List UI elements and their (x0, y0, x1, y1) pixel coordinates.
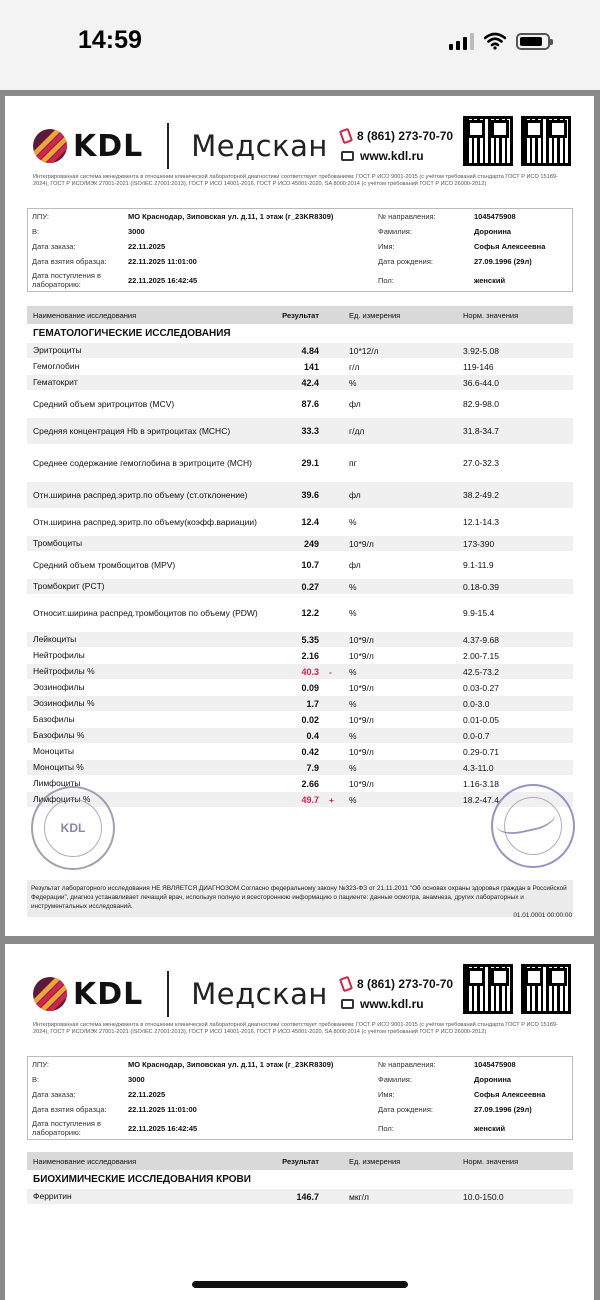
arrival-value: 22.11.2025 16:42:45 (128, 275, 198, 285)
test-unit: % (349, 666, 357, 677)
section-title: ГЕМАТОЛОГИЧЕСКИЕ ИССЛЕДОВАНИЯ (27, 324, 573, 343)
v-value: 3000 (128, 1075, 145, 1084)
test-name: Тромбоциты (33, 538, 83, 548)
sex-value: женский (474, 275, 506, 285)
order-date-label: Дата заказа: (32, 242, 76, 251)
test-result: 0.27 (301, 581, 319, 592)
header-norm: Норм. значения (463, 310, 519, 320)
table-header (27, 306, 573, 324)
test-norm: 10.0-150.0 (463, 1191, 504, 1202)
result-flag: - (329, 666, 332, 677)
test-result: 49.7 (301, 794, 319, 805)
status-icons (449, 30, 550, 52)
section-title: БИОХИМИЧЕСКИЕ ИССЛЕДОВАНИЯ КРОВИ (27, 1170, 573, 1189)
table-row (27, 482, 573, 509)
test-result: 33.3 (301, 426, 319, 436)
test-norm: 4.37-9.68 (463, 634, 499, 645)
test-norm: 9.1-11.9 (463, 560, 494, 570)
table-row (27, 712, 573, 728)
test-norm: 82.9-98.0 (463, 399, 499, 409)
results-table (27, 306, 573, 808)
test-unit: % (349, 698, 357, 709)
brand-divider (167, 971, 169, 1017)
test-result: 12.2 (301, 608, 319, 618)
partner-name: Медскан (191, 129, 328, 163)
test-name: Среднее содержание гемоглобина в эритроците (MCH) (33, 457, 252, 468)
v-value: 3000 (128, 227, 145, 236)
test-name: Моноциты (33, 746, 74, 756)
table-row (27, 391, 573, 418)
table-row (27, 664, 573, 680)
test-unit: 10*12/л (349, 345, 379, 356)
qr-code-icon (521, 964, 571, 1014)
table-row (27, 595, 573, 632)
brand-header (33, 968, 328, 1020)
test-name: Отн.ширина распред.эритр.по объему (ст.отклонение) (33, 489, 248, 500)
test-name: Нейтрофилы (33, 650, 85, 660)
patient-info (27, 208, 573, 292)
order-date-label: Дата заказа: (32, 1090, 76, 1099)
order-date-value: 22.11.2025 (128, 242, 166, 251)
order-date-value: 22.11.2025 (128, 1090, 166, 1099)
test-norm: 0.0-0.7 (463, 730, 490, 741)
test-result: 2.66 (301, 778, 319, 789)
test-unit: 10*9/л (349, 682, 374, 693)
table-row (27, 359, 573, 375)
home-indicator[interactable] (192, 1281, 408, 1288)
test-result: 5.35 (301, 634, 319, 645)
sex-label: Пол: (378, 1123, 394, 1133)
table-row (27, 1189, 573, 1205)
test-norm: 4.3-11.0 (463, 762, 494, 773)
arrival-value: 22.11.2025 16:42:45 (128, 1123, 198, 1133)
test-unit: пг (349, 458, 357, 468)
test-name: Моноциты % (33, 762, 84, 772)
battery-icon (516, 33, 550, 50)
table-row (27, 418, 573, 445)
results-table (27, 1152, 573, 1205)
website-link[interactable]: www.kdl.ru (360, 149, 424, 163)
header-unit: Ед. измерения (349, 310, 401, 320)
phone-icon (339, 128, 353, 145)
v-label: В: (32, 227, 40, 236)
test-name: Эритроциты (33, 345, 82, 355)
test-unit: мкг/л (349, 1191, 369, 1202)
report-page-2[interactable] (5, 944, 594, 1300)
test-result: 0.09 (301, 682, 319, 693)
dob-value: 27.09.1996 (29л) (474, 257, 532, 266)
patient-info (27, 1056, 573, 1140)
arrival-label: Дата поступления в лабораторию: (32, 271, 102, 289)
table-row (27, 728, 573, 744)
test-result: 2.16 (301, 650, 319, 661)
wifi-icon (484, 32, 506, 50)
header-unit: Ед. измерения (349, 1156, 401, 1166)
test-result: 29.1 (301, 458, 319, 468)
test-result: 0.42 (301, 746, 319, 757)
footer-code: 01.01.0001 00:00:00 (513, 912, 572, 919)
test-name: Эозинофилы (33, 682, 85, 692)
table-row (27, 680, 573, 696)
test-name: Лимфоциты % (33, 794, 91, 804)
test-norm: 0.03-0.27 (463, 682, 499, 693)
test-result: 0.4 (306, 730, 319, 741)
test-norm: 0.29-0.71 (463, 746, 499, 757)
referral-label: № направления: (378, 212, 436, 221)
test-name: Лимфоциты (33, 778, 81, 788)
test-norm: 2.00-7.15 (463, 650, 499, 661)
table-row (27, 696, 573, 712)
test-name: Эозинофилы % (33, 698, 95, 708)
test-name: Базофилы % (33, 730, 85, 740)
lpu-value: МО Краснодар, Зиповская ул. д.11, 1 этаж (г_23KR8309) (128, 212, 334, 221)
table-row (27, 343, 573, 359)
table-row (27, 445, 573, 482)
lab-stamp: KDL (31, 786, 115, 870)
brand-header (33, 120, 328, 172)
header-norm: Норм. значения (463, 1156, 519, 1166)
arrival-label: Дата поступления в лабораторию: (32, 1119, 102, 1137)
phone-icon (339, 976, 353, 993)
test-name: Гемоглобин (33, 361, 80, 371)
test-name: Базофилы (33, 714, 75, 724)
table-row (27, 579, 573, 595)
results-rows (27, 1189, 573, 1205)
test-norm: 173-390 (463, 538, 495, 549)
test-unit: % (349, 581, 357, 592)
test-unit: % (349, 762, 357, 773)
test-name: Тромбокрит (PCT) (33, 581, 105, 591)
test-name: Нейтрофилы % (33, 666, 95, 676)
referral-value: 1045475908 (474, 212, 516, 221)
surname-label: Фамилия: (378, 1075, 412, 1084)
phone-number[interactable]: 8 (861) 273-70-70 (357, 977, 454, 991)
report-page-1[interactable] (5, 96, 594, 936)
dob-label: Дата рождения: (378, 257, 433, 266)
table-row (27, 776, 573, 792)
result-flag: + (329, 794, 334, 805)
test-norm: 119-146 (463, 361, 494, 372)
contacts (341, 974, 453, 1014)
disclaimer: Результат лабораторного исследования НЕ ЯВЛЯЕТСЯ ДИАГНОЗОМ.Согласно федеральному закону №323-ФЗ от 21.11.2011 "Об основах охраны здоровья граждан в Российской Федерации", диагноз устанавливает лечащий врач, используя полную и всестороннюю информацию о пациенте: данные осмотра, анамнеза, других лабораторных и инструментальных исследований. (27, 880, 573, 917)
test-norm: 0.0-3.0 (463, 698, 490, 709)
iso-certification-text: Интегрированная система менеджмента в отношении клинической лабораторной диагностики соответствует требованиям: ГОСТ Р ИСО 9001-2015 (с учётом требований стандарта ГОСТ Р ИСО 15189-2024), ГОСТ Р ИСО/МЭК 27001-2021 (ISO/IEC 27001:2013), ГОСТ Р ИСО 14001-2016, ГОСТ Р ИСО 45001-2020, SA 8000:2014 (с учётом требований ГОСТ Р ИСО 26000-2012) (33, 1022, 558, 1035)
table-row (27, 536, 573, 552)
test-norm: 27.0-32.3 (463, 458, 499, 468)
test-name: Средний объем тромбоцитов (MPV) (33, 559, 176, 570)
dob-label: Дата рождения: (378, 1105, 433, 1114)
lpu-label: ЛПУ: (32, 1060, 49, 1069)
test-unit: 10*9/л (349, 650, 374, 661)
name-value: Софья Алексеевна (474, 1090, 546, 1099)
name-label: Имя: (378, 242, 395, 251)
test-norm: 9.9-15.4 (463, 608, 495, 618)
partner-name: Медскан (191, 977, 328, 1011)
results-rows (27, 343, 573, 808)
test-unit: г/л (349, 361, 360, 372)
test-norm: 31.8-34.7 (463, 426, 499, 436)
test-norm: 1.16-3.18 (463, 778, 499, 789)
sample-date-label: Дата взятия образца: (32, 1105, 107, 1114)
test-unit: фл (349, 399, 361, 409)
v-label: В: (32, 1075, 40, 1084)
table-row (27, 375, 573, 391)
test-result: 40.3 (301, 666, 319, 677)
test-result: 1.7 (306, 698, 319, 709)
table-header (27, 1152, 573, 1170)
referral-label: № направления: (378, 1060, 436, 1069)
referral-value: 1045475908 (474, 1060, 516, 1069)
phone-number[interactable]: 8 (861) 273-70-70 (357, 129, 454, 143)
test-unit: 10*9/л (349, 634, 374, 645)
test-unit: 10*9/л (349, 746, 374, 757)
table-row (27, 744, 573, 760)
test-result: 146.7 (296, 1191, 319, 1202)
lpu-value: МО Краснодар, Зиповская ул. д.11, 1 этаж (г_23KR8309) (128, 1060, 334, 1069)
test-name: Лейкоциты (33, 634, 77, 644)
test-result: 249 (303, 538, 319, 549)
test-unit: 10*9/л (349, 714, 374, 725)
kdl-logo-icon (33, 129, 67, 163)
test-unit: 10*9/л (349, 538, 374, 549)
brand-name: KDL (73, 128, 144, 164)
name-label: Имя: (378, 1090, 395, 1099)
test-result: 39.6 (301, 490, 319, 500)
test-result: 4.84 (301, 345, 319, 356)
test-norm: 3.92-5.08 (463, 345, 499, 356)
test-norm: 0.01-0.05 (463, 714, 499, 725)
table-row (27, 632, 573, 648)
surname-label: Фамилия: (378, 227, 412, 236)
test-name: Относит.ширина распред.тромбоцитов по объему (PDW) (33, 607, 258, 618)
name-value: Софья Алексеевна (474, 242, 546, 251)
header-result: Результат (282, 1156, 319, 1166)
lpu-label: ЛПУ: (32, 212, 49, 221)
table-row (27, 760, 573, 776)
header-result: Результат (282, 310, 319, 320)
test-unit: г/дл (349, 426, 365, 436)
header-name: Наименование исследования (33, 1156, 137, 1166)
qr-code-icon (463, 116, 513, 166)
test-unit: 10*9/л (349, 778, 374, 789)
surname-value: Доронина (474, 1075, 512, 1084)
sex-value: женский (474, 1123, 506, 1133)
table-row (27, 509, 573, 536)
test-norm: 12.1-14.3 (463, 517, 499, 527)
test-unit: % (349, 517, 357, 527)
surname-value: Доронина (474, 227, 512, 236)
test-result: 0.02 (301, 714, 319, 725)
test-result: 87.6 (301, 399, 319, 409)
contacts (341, 126, 453, 166)
website-icon (341, 999, 354, 1009)
sample-date-label: Дата взятия образца: (32, 257, 107, 266)
brand-name: KDL (73, 976, 144, 1012)
table-row (27, 648, 573, 664)
cellular-signal-icon (449, 32, 474, 50)
sex-label: Пол: (378, 275, 394, 285)
table-row (27, 552, 573, 579)
website-icon (341, 151, 354, 161)
test-result: 12.4 (301, 517, 319, 527)
sample-date-value: 22.11.2025 11:01:00 (128, 257, 197, 266)
test-norm: 18.2-47.4 (463, 794, 499, 805)
test-result: 10.7 (301, 560, 319, 570)
brand-divider (167, 123, 169, 169)
website-link[interactable]: www.kdl.ru (360, 997, 424, 1011)
test-unit: % (349, 608, 357, 618)
header-name: Наименование исследования (33, 310, 137, 320)
test-norm: 38.2-49.2 (463, 490, 499, 500)
qr-code-icon (521, 116, 571, 166)
iso-certification-text: Интегрированная система менеджмента в отношении клинической лабораторной диагностики соответствует требованиям: ГОСТ Р ИСО 9001-2015 (с учётом требований стандарта ГОСТ Р ИСО 15189-2024), ГОСТ Р ИСО/МЭК 27001-2021 (ISO/IEC 27001:2013), ГОСТ Р ИСО 14001-2016, ГОСТ Р ИСО 45001-2020, SA 8000:2014 (с учётом требований ГОСТ Р ИСО 26000-2012) (33, 174, 558, 187)
test-unit: % (349, 730, 357, 741)
test-result: 141 (303, 361, 319, 372)
test-unit: % (349, 377, 357, 388)
test-name: Ферритин (33, 1191, 72, 1201)
dob-value: 27.09.1996 (29л) (474, 1105, 532, 1114)
status-bar (0, 0, 600, 90)
test-norm: 0.18-0.39 (463, 581, 499, 592)
test-result: 7.9 (306, 762, 319, 773)
test-unit: фл (349, 560, 361, 570)
test-result: 42.4 (301, 377, 319, 388)
test-name: Гематокрит (33, 377, 78, 387)
sample-date-value: 22.11.2025 11:01:00 (128, 1105, 197, 1114)
test-name: Отн.ширина распред.эритр.по объему(коэфф.вариации) (33, 516, 257, 527)
qr-code-icon (463, 964, 513, 1014)
test-unit: фл (349, 490, 361, 500)
kdl-logo-icon (33, 977, 67, 1011)
test-norm: 42.5-73.2 (463, 666, 499, 677)
test-norm: 36.6-44.0 (463, 377, 499, 388)
test-name: Средний объем эритроцитов (MCV) (33, 398, 175, 409)
status-time: 14:59 (78, 26, 142, 54)
test-unit: % (349, 794, 357, 805)
test-name: Средняя концентрация Hb в эритроцитах (MCHC) (33, 425, 231, 436)
